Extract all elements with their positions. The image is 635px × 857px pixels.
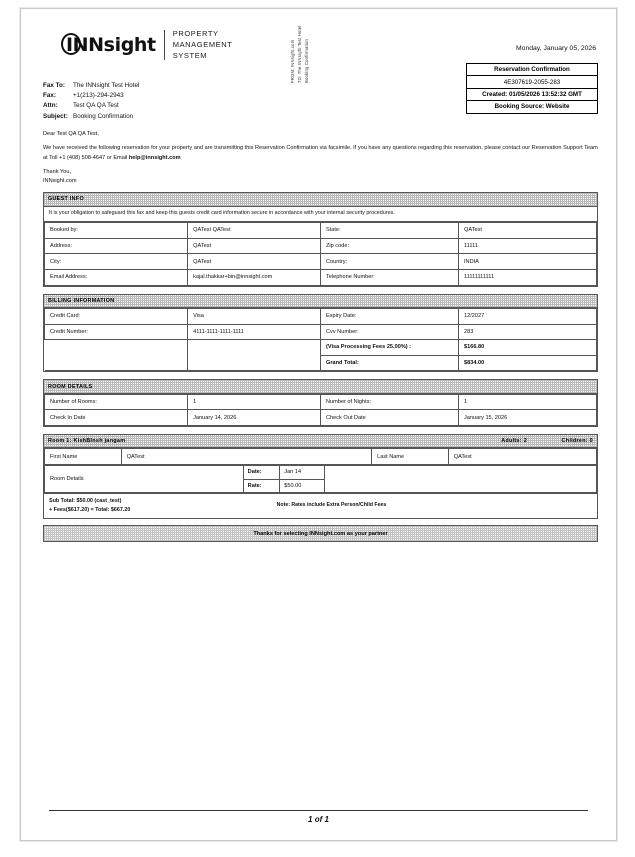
room-rate-table xyxy=(44,465,597,494)
grand-total-label: Grand Total: xyxy=(320,355,458,371)
booked-by-label: Booked by: xyxy=(45,223,188,239)
table-row xyxy=(45,394,597,410)
table-row xyxy=(45,238,597,254)
fax-machine-header-strip xyxy=(279,23,319,83)
state-label: State: xyxy=(320,223,458,239)
page-number: 1 of 1 xyxy=(308,815,329,824)
room-details-header: ROOM DETAILS xyxy=(44,380,597,393)
document-sheet xyxy=(20,8,617,841)
room-details-label: Room Details xyxy=(45,465,244,493)
fax-subject-label: Subject: xyxy=(43,112,68,120)
state-value: QATest xyxy=(458,223,596,239)
country-label: Country: xyxy=(320,254,458,270)
room-totals xyxy=(44,493,597,518)
zip-code-label: Zip code: xyxy=(320,238,458,254)
tagline-line-2: MANAGEMENT xyxy=(172,39,233,49)
table-row xyxy=(45,269,597,285)
country-value: INDIA xyxy=(458,254,596,270)
telephone-number-value: 11111111111 xyxy=(458,269,596,285)
guest-info-section xyxy=(43,192,598,286)
first-name-label: First Name xyxy=(45,449,122,465)
fax-to-label: Fax To: xyxy=(43,82,65,89)
billing-spacer-3 xyxy=(45,355,188,371)
number-of-rooms-label: Number of Rooms: xyxy=(45,394,188,410)
letter-salutation: Dear Test QA QA Test, xyxy=(43,130,99,137)
email-address-label: Email Address: xyxy=(45,269,188,285)
room-children-count: Children: 0 xyxy=(561,438,593,445)
logo-ring-icon xyxy=(61,33,81,55)
brand-tagline xyxy=(173,29,233,62)
billing-spacer-4 xyxy=(188,355,321,371)
letter-paragraph-text: We have received the following reservation for your property and are transmitting this Reservation Confirmation via facsimile. If you have any questions regarding this reservation, please contact our Reservation Support Team at Toll +1 (408) 508-4647 or Email xyxy=(43,144,598,161)
table-row xyxy=(45,340,597,356)
rate-amount-key: Rate: xyxy=(243,479,280,493)
fax-attn-value: Test QA QA Test xyxy=(73,102,119,110)
fax-attn-label: Attn: xyxy=(43,102,58,110)
signoff-line-1: Thank You, xyxy=(43,168,71,175)
table-row xyxy=(45,449,597,465)
billing-spacer-1 xyxy=(45,340,188,356)
fax-number-label: Fax: xyxy=(43,92,56,100)
number-of-nights-label: Number of Nights: xyxy=(320,394,458,410)
logo-text: INNsight xyxy=(66,33,156,56)
brand-logo xyxy=(63,29,232,62)
zip-code-value: 11111 xyxy=(458,238,596,254)
address-value: QATest xyxy=(188,238,321,254)
fax-strip-line-3: Booking Confirmation xyxy=(303,38,309,83)
document-body xyxy=(43,19,598,542)
telephone-number-label: Telephone Number: xyxy=(320,269,458,285)
email-address-value: kajal.thakkar+bin@innsight.com xyxy=(188,269,321,285)
guest-info-notice: It is your obligation to safeguard this fax and keep this guests credit card information secure in accordance with your internal security procedures. xyxy=(44,207,597,223)
letter-body xyxy=(43,129,598,186)
confirmation-number: 4E307619-2055-283 xyxy=(467,76,597,88)
rate-amount-value: $50.00 xyxy=(280,479,325,493)
room-details-table xyxy=(44,394,597,426)
rates-note: Note: Rates include Extra Person/Child Fees xyxy=(276,502,387,509)
rate-date-key: Date: xyxy=(243,465,280,479)
processing-fee-value: $166.80 xyxy=(458,340,596,356)
billing-spacer-2 xyxy=(188,340,321,356)
table-row xyxy=(45,324,597,340)
tagline-line-1: PROPERTY xyxy=(172,29,219,38)
room-block-section xyxy=(43,434,598,519)
room-block-header xyxy=(44,435,597,448)
city-value: QATest xyxy=(188,254,321,270)
table-row xyxy=(45,308,597,324)
confirmation-created: Created: 01/05/2026 13:52:32 GMT xyxy=(467,89,597,101)
address-label: Address: xyxy=(45,238,188,254)
rate-date-value: Jan 14 xyxy=(280,465,325,479)
city-label: City: xyxy=(45,254,188,270)
room-details-section xyxy=(43,379,598,427)
number-of-nights-value: 1 xyxy=(458,394,596,410)
credit-card-label: Credit Card: xyxy=(45,308,188,324)
confirmation-title: Reservation Confirmation xyxy=(467,64,597,76)
fax-strip-line-1: FROM: INNsight.com xyxy=(289,39,295,83)
expiry-date-value: 12/2027 xyxy=(458,308,596,324)
table-row xyxy=(45,355,597,371)
last-name-label: Last Name xyxy=(372,449,449,465)
confirmation-booking-source: Booking Source: Website xyxy=(494,103,570,111)
check-in-date-value: January 14, 2026 xyxy=(188,410,321,426)
thanks-banner: Thanks for selecting INNsight.com as your partner xyxy=(43,525,598,542)
tagline-line-3: SYSTEM xyxy=(172,50,208,60)
fax-strip-line-2: TO: The INNsight Test Hotel xyxy=(296,25,302,83)
support-email: help@innsight.com xyxy=(128,154,181,161)
footer-divider xyxy=(49,810,588,811)
table-row xyxy=(45,465,597,479)
fax-to-value: The INNsight Test Hotel xyxy=(73,82,140,89)
rate-empty-cell xyxy=(325,465,597,493)
room-adults-count: Adults: 2 xyxy=(501,438,527,445)
check-in-date-label: Check In Date xyxy=(45,410,188,426)
signoff-line-2: INNsight.com xyxy=(43,177,77,184)
cvv-number-label: Cvv Number: xyxy=(320,324,458,340)
processing-fee-label: (Visa Processing Fees 25.00%) : xyxy=(320,340,458,356)
first-name-value: QATest xyxy=(121,449,371,465)
credit-number-label: Credit Number: xyxy=(45,324,188,340)
expiry-date-label: Expiry Date: xyxy=(320,308,458,324)
fax-subject-value: Booking Confirmation xyxy=(73,112,134,120)
billing-info-header: BILLING INFORMATION xyxy=(44,295,597,308)
table-row xyxy=(45,223,597,239)
grand-total-value: $834.00 xyxy=(458,355,596,371)
guest-name-table xyxy=(44,448,597,465)
table-row xyxy=(45,410,597,426)
cvv-number-value: 283 xyxy=(458,324,596,340)
letter-signoff xyxy=(43,168,598,185)
fees-total-line: + Fees($617.20) = Total: $667.20 xyxy=(49,507,131,514)
sub-total-line: Sub Total: $50.00 (cast_test) xyxy=(49,498,122,505)
table-row xyxy=(45,254,597,270)
document-date: Monday, January 05, 2026 xyxy=(516,45,596,52)
last-name-value: QATest xyxy=(448,449,596,465)
check-out-date-label: Check Out Date xyxy=(320,410,458,426)
logo-wordmark xyxy=(63,33,156,56)
room-block-title: Room 1: KishBlnsh jangam xyxy=(48,438,126,445)
credit-card-value: Visa xyxy=(188,308,321,324)
letter-paragraph xyxy=(43,143,598,163)
check-out-date-value: January 15, 2026 xyxy=(458,410,596,426)
booked-by-value: QATest QATest xyxy=(188,223,321,239)
credit-number-value: 4111-1111-1111-1111 xyxy=(188,324,321,340)
logo-divider xyxy=(164,30,165,60)
number-of-rooms-value: 1 xyxy=(188,394,321,410)
reservation-confirmation-box xyxy=(466,63,598,114)
guest-info-header: GUEST INFO xyxy=(44,193,597,206)
page-footer xyxy=(21,810,616,824)
guest-info-table xyxy=(44,222,597,285)
billing-info-section xyxy=(43,294,598,373)
billing-info-table xyxy=(44,308,597,371)
fax-number-value: +1(213)-294-2943 xyxy=(73,92,124,100)
